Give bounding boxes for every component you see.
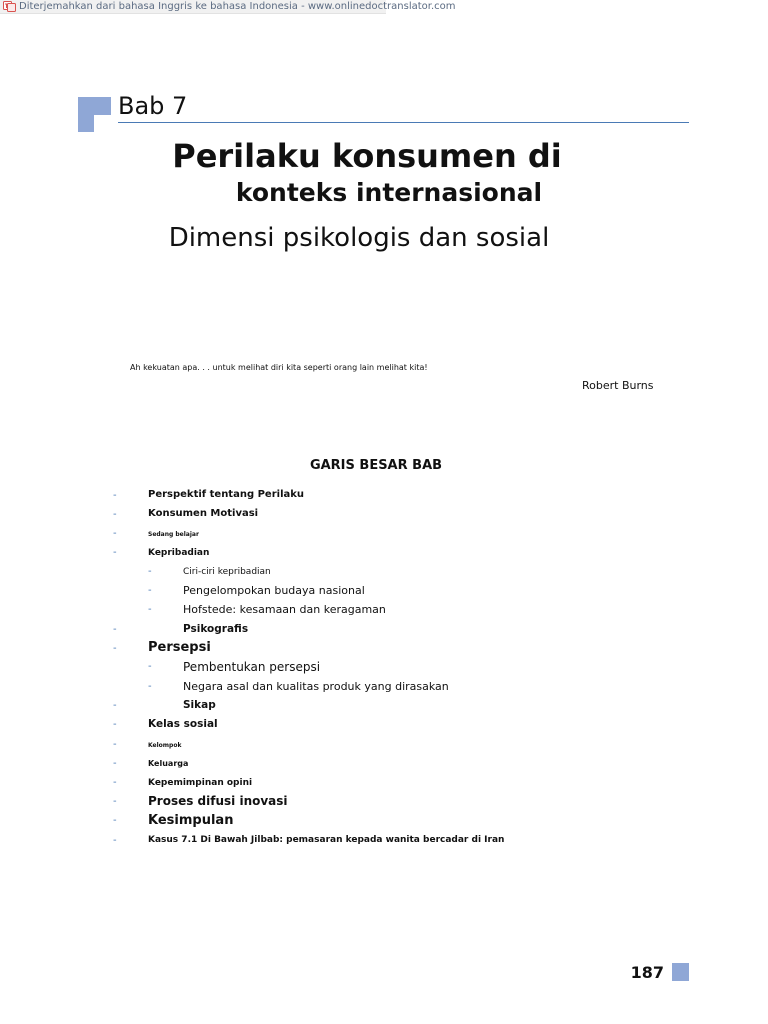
banner-text: Diterjemahkan dari bahasa Inggris ke bahasa Indonesia - www.onlinedoctranslator.com bbox=[19, 1, 456, 12]
epigraph-author: Robert Burns bbox=[582, 379, 654, 392]
outline-bullet: - bbox=[113, 528, 117, 539]
outline-bullet: - bbox=[113, 624, 117, 635]
chapter-divider bbox=[118, 122, 689, 123]
outline-item: Pengelompokan budaya nasional bbox=[183, 584, 365, 597]
outline-bullet: - bbox=[113, 796, 117, 807]
translation-banner[interactable] bbox=[0, 0, 456, 14]
chapter-label: Bab 7 bbox=[118, 92, 188, 120]
outline-bullet: - bbox=[113, 758, 117, 769]
outline-item: Hofstede: kesamaan dan keragaman bbox=[183, 603, 386, 616]
outline-bullet: - bbox=[148, 585, 152, 596]
translate-icon bbox=[3, 1, 16, 12]
outline-bullet: - bbox=[148, 661, 152, 672]
outline-bullet: - bbox=[148, 604, 152, 615]
page-number: 187 bbox=[630, 963, 664, 982]
outline-item: Persepsi bbox=[148, 640, 211, 655]
outline-item: Ciri-ciri kepribadian bbox=[183, 567, 271, 577]
outline-bullet: - bbox=[113, 835, 117, 846]
epigraph-quote: Ah kekuatan apa. . . untuk melihat diri kita seperti orang lain melihat kita! bbox=[130, 363, 428, 372]
outline-item: Proses difusi inovasi bbox=[148, 794, 288, 808]
page-number-accent-square bbox=[672, 963, 689, 981]
outline-bullet: - bbox=[113, 509, 117, 520]
outline-item: Kelas sosial bbox=[148, 718, 218, 730]
outline-item: Negara asal dan kualitas produk yang dirasakan bbox=[183, 680, 449, 693]
chapter-title-line2: konteks internasional bbox=[235, 178, 543, 207]
outline-item: Konsumen Motivasi bbox=[148, 508, 259, 519]
outline-item: Kepribadian bbox=[148, 548, 210, 558]
outline-item: Kasus 7.1 Di Bawah Jilbab: pemasaran kepada wanita bercadar di Iran bbox=[148, 835, 505, 845]
chapter-subtitle: Dimensi psikologis dan sosial bbox=[168, 223, 550, 253]
outline-item: Kepemimpinan opini bbox=[148, 778, 253, 788]
outline-bullet: - bbox=[148, 681, 152, 692]
outline-heading: GARIS BESAR BAB bbox=[309, 458, 443, 473]
outline-item: Sedang belajar bbox=[148, 531, 199, 538]
outline-item: Kesimpulan bbox=[148, 813, 234, 828]
chapter-accent-square bbox=[78, 97, 111, 132]
outline-bullet: - bbox=[113, 777, 117, 788]
outline-bullet: - bbox=[113, 700, 117, 711]
outline-item: Perspektif tentang Perilaku bbox=[148, 489, 305, 500]
outline-item: Keluarga bbox=[148, 759, 189, 768]
outline-item: Kelompok bbox=[148, 742, 182, 749]
outline-bullet: - bbox=[113, 547, 117, 558]
outline-bullet: - bbox=[113, 643, 117, 654]
outline-bullet: - bbox=[113, 815, 117, 826]
outline-item: Psikografis bbox=[183, 623, 249, 635]
outline-bullet: - bbox=[148, 566, 152, 577]
outline-item: Pembentukan persepsi bbox=[183, 660, 321, 674]
chapter-title-line1: Perilaku konsumen di bbox=[172, 137, 562, 175]
outline-bullet: - bbox=[113, 739, 117, 750]
outline-bullet: - bbox=[113, 719, 117, 730]
outline-bullet: - bbox=[113, 490, 117, 501]
outline-item: Sikap bbox=[183, 699, 216, 711]
